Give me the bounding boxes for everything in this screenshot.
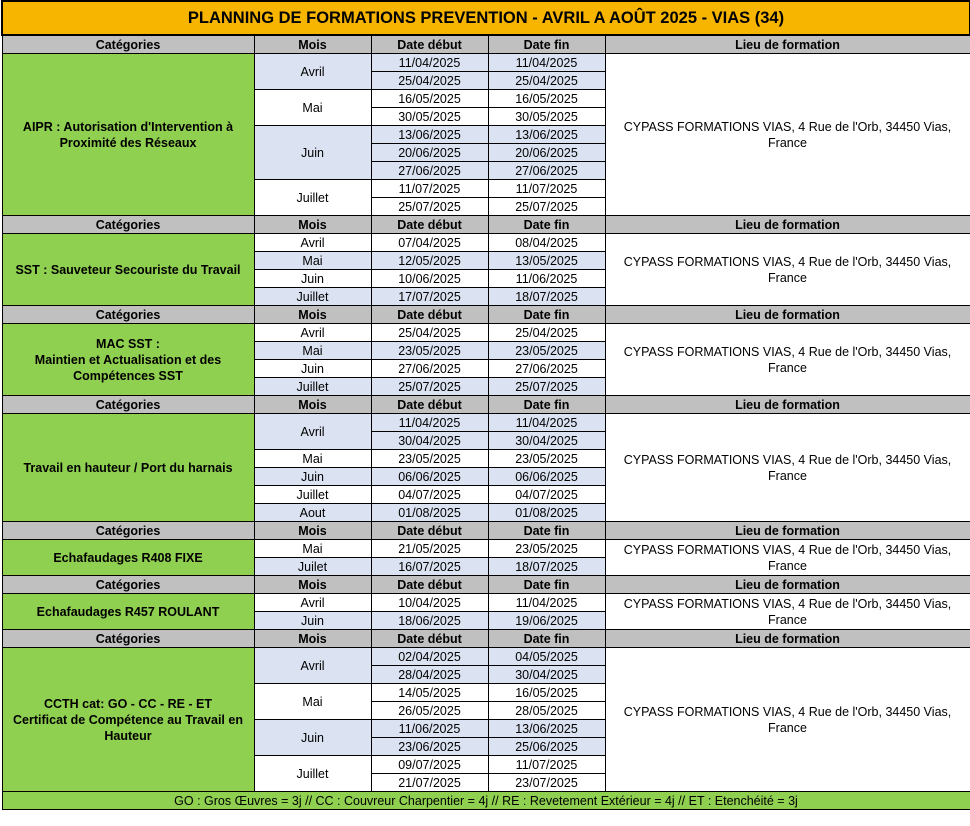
table-row — [2, 540, 970, 558]
date-fin-cell: 11/04/2025 — [488, 414, 605, 432]
header-row — [2, 306, 970, 324]
month-cell: Juillet — [254, 288, 371, 306]
category-line: CCTH cat: GO - CC - RE - ET — [43, 696, 213, 711]
date-debut-cell: 16/05/2025 — [371, 90, 488, 108]
table-row — [2, 324, 970, 342]
date-debut-cell: 10/04/2025 — [371, 594, 488, 612]
date-debut-cell: 18/06/2025 — [371, 612, 488, 630]
month-cell: Juin — [254, 612, 371, 630]
date-fin-cell: 25/04/2025 — [488, 72, 605, 90]
month-cell: Avril — [254, 414, 371, 450]
date-debut-cell: 07/04/2025 — [371, 234, 488, 252]
lieu-line: France — [768, 720, 807, 735]
month-cell: Mai — [254, 450, 371, 468]
category-line: AIPR : Autorisation d'Intervention à — [22, 119, 234, 134]
header-row — [2, 35, 970, 54]
date-debut-cell: 11/04/2025 — [371, 414, 488, 432]
table-row — [2, 234, 970, 252]
date-debut-cell: 11/07/2025 — [371, 180, 488, 198]
lieu-line: CYPASS FORMATIONS VIAS, 4 Rue de l'Orb, 34450 Vias, — [623, 254, 952, 269]
header-mois: Mois — [254, 630, 371, 648]
category-cell — [2, 54, 254, 216]
date-fin-cell: 25/07/2025 — [488, 198, 605, 216]
header-date-debut: Date début — [371, 522, 488, 540]
header-lieu: Lieu de formation — [605, 576, 970, 594]
date-fin-cell: 16/05/2025 — [488, 684, 605, 702]
header-row — [2, 396, 970, 414]
date-fin-cell: 27/06/2025 — [488, 360, 605, 378]
date-fin-cell: 20/06/2025 — [488, 144, 605, 162]
lieu-line: CYPASS FORMATIONS VIAS, 4 Rue de l'Orb, 34450 Vias, — [623, 596, 952, 611]
month-cell: Juin — [254, 126, 371, 180]
header-date-debut: Date début — [371, 576, 488, 594]
lieu-cell — [605, 594, 970, 630]
month-cell: Juillet — [254, 180, 371, 216]
lieu-line: CYPASS FORMATIONS VIAS, 4 Rue de l'Orb, 34450 Vias, — [623, 704, 952, 719]
date-fin-cell: 11/06/2025 — [488, 270, 605, 288]
date-fin-cell: 23/05/2025 — [488, 450, 605, 468]
date-fin-cell: 18/07/2025 — [488, 558, 605, 576]
page-title: PLANNING DE FORMATIONS PREVENTION - AVRIL A AOÛT 2025 - VIAS (34) — [2, 1, 970, 35]
date-debut-cell: 01/08/2025 — [371, 504, 488, 522]
date-debut-cell: 30/04/2025 — [371, 432, 488, 450]
date-fin-cell: 30/04/2025 — [488, 666, 605, 684]
date-debut-cell: 13/06/2025 — [371, 126, 488, 144]
planning-table — [1, 0, 970, 810]
category-line: Certificat de Compétence au Travail en — [13, 712, 243, 727]
date-debut-cell: 04/07/2025 — [371, 486, 488, 504]
date-debut-cell: 11/06/2025 — [371, 720, 488, 738]
date-debut-cell: 25/07/2025 — [371, 378, 488, 396]
date-fin-cell: 11/04/2025 — [488, 54, 605, 72]
header-date-debut: Date début — [371, 35, 488, 54]
category-cell — [2, 234, 254, 306]
date-debut-cell: 23/05/2025 — [371, 342, 488, 360]
date-debut-cell: 16/07/2025 — [371, 558, 488, 576]
category-line: Maintien et Actualisation et des — [34, 352, 222, 367]
date-debut-cell: 23/05/2025 — [371, 450, 488, 468]
date-debut-cell: 20/06/2025 — [371, 144, 488, 162]
lieu-cell — [605, 324, 970, 396]
lieu-line: CYPASS FORMATIONS VIAS, 4 Rue de l'Orb, 34450 Vias, — [623, 119, 952, 134]
category-line: SST : Sauveteur Secouriste du Travail — [15, 262, 241, 277]
month-cell: Avril — [254, 54, 371, 90]
month-cell: Mai — [254, 684, 371, 720]
table-row — [2, 648, 970, 666]
category-line: Echafaudages R408 FIXE — [53, 550, 203, 565]
date-fin-cell: 23/05/2025 — [488, 342, 605, 360]
date-debut-cell: 14/05/2025 — [371, 684, 488, 702]
header-mois: Mois — [254, 396, 371, 414]
date-fin-cell: 08/04/2025 — [488, 234, 605, 252]
category-cell — [2, 414, 254, 522]
date-fin-cell: 01/08/2025 — [488, 504, 605, 522]
month-cell: Mai — [254, 342, 371, 360]
lieu-cell — [605, 648, 970, 792]
header-categories: Catégories — [2, 522, 254, 540]
date-fin-cell: 25/04/2025 — [488, 324, 605, 342]
date-fin-cell: 25/07/2025 — [488, 378, 605, 396]
lieu-cell — [605, 414, 970, 522]
month-cell: Avril — [254, 234, 371, 252]
category-line: MAC SST : — [96, 336, 160, 351]
category-line: Echafaudages R457 ROULANT — [36, 604, 220, 619]
table-row — [2, 414, 970, 432]
table-row — [2, 594, 970, 612]
lieu-line: France — [768, 135, 807, 150]
category-cell — [2, 648, 254, 792]
header-mois: Mois — [254, 216, 371, 234]
date-fin-cell: 11/07/2025 — [488, 756, 605, 774]
month-cell: Mai — [254, 540, 371, 558]
lieu-line: France — [768, 360, 807, 375]
header-lieu: Lieu de formation — [605, 216, 970, 234]
date-fin-cell: 25/06/2025 — [488, 738, 605, 756]
month-cell: Juin — [254, 270, 371, 288]
month-cell: Juillet — [254, 756, 371, 792]
header-row — [2, 576, 970, 594]
header-date-debut: Date début — [371, 396, 488, 414]
header-categories: Catégories — [2, 216, 254, 234]
header-date-fin: Date fin — [488, 216, 605, 234]
lieu-line: France — [768, 612, 807, 627]
header-date-debut: Date début — [371, 216, 488, 234]
category-line: Compétences SST — [73, 368, 183, 383]
date-debut-cell: 27/06/2025 — [371, 162, 488, 180]
date-fin-cell: 11/07/2025 — [488, 180, 605, 198]
date-debut-cell: 25/07/2025 — [371, 198, 488, 216]
date-debut-cell: 11/04/2025 — [371, 54, 488, 72]
category-cell — [2, 594, 254, 630]
month-cell: Avril — [254, 594, 371, 612]
date-debut-cell: 17/07/2025 — [371, 288, 488, 306]
header-lieu: Lieu de formation — [605, 630, 970, 648]
date-fin-cell: 13/06/2025 — [488, 720, 605, 738]
lieu-cell — [605, 234, 970, 306]
lieu-cell — [605, 54, 970, 216]
date-fin-cell: 18/07/2025 — [488, 288, 605, 306]
date-debut-cell: 25/04/2025 — [371, 324, 488, 342]
header-mois: Mois — [254, 306, 371, 324]
header-date-fin: Date fin — [488, 396, 605, 414]
header-lieu: Lieu de formation — [605, 396, 970, 414]
date-fin-cell: 23/05/2025 — [488, 540, 605, 558]
header-date-debut: Date début — [371, 630, 488, 648]
header-categories: Catégories — [2, 576, 254, 594]
date-fin-cell: 11/04/2025 — [488, 594, 605, 612]
category-line: Proximité des Réseaux — [59, 135, 197, 150]
date-debut-cell: 06/06/2025 — [371, 468, 488, 486]
date-fin-cell: 30/05/2025 — [488, 108, 605, 126]
date-fin-cell: 30/04/2025 — [488, 432, 605, 450]
header-lieu: Lieu de formation — [605, 522, 970, 540]
header-date-debut: Date début — [371, 306, 488, 324]
header-date-fin: Date fin — [488, 522, 605, 540]
date-fin-cell: 27/06/2025 — [488, 162, 605, 180]
date-fin-cell: 04/05/2025 — [488, 648, 605, 666]
lieu-cell — [605, 540, 970, 576]
date-debut-cell: 21/05/2025 — [371, 540, 488, 558]
header-date-fin: Date fin — [488, 306, 605, 324]
lieu-line: CYPASS FORMATIONS VIAS, 4 Rue de l'Orb, 34450 Vias, — [623, 344, 952, 359]
header-categories: Catégories — [2, 630, 254, 648]
month-cell: Juillet — [254, 486, 371, 504]
date-debut-cell: 25/04/2025 — [371, 72, 488, 90]
category-cell — [2, 540, 254, 576]
date-fin-cell: 13/06/2025 — [488, 126, 605, 144]
header-row — [2, 522, 970, 540]
legend-footer: GO : Gros Œuvres = 3j // CC : Couvreur Charpentier = 4j // RE : Revetement Extérieur = 4j // ET : Etenchéité = 3j — [2, 792, 970, 810]
month-cell: Juillet — [254, 378, 371, 396]
month-cell: Juin — [254, 720, 371, 756]
date-fin-cell: 28/05/2025 — [488, 702, 605, 720]
header-categories: Catégories — [2, 396, 254, 414]
date-debut-cell: 28/04/2025 — [371, 666, 488, 684]
header-row — [2, 216, 970, 234]
date-debut-cell: 02/04/2025 — [371, 648, 488, 666]
month-cell: Aout — [254, 504, 371, 522]
date-debut-cell: 23/06/2025 — [371, 738, 488, 756]
header-mois: Mois — [254, 522, 371, 540]
month-cell: Mai — [254, 90, 371, 126]
header-categories: Catégories — [2, 306, 254, 324]
header-lieu: Lieu de formation — [605, 35, 970, 54]
header-mois: Mois — [254, 35, 371, 54]
date-debut-cell: 26/05/2025 — [371, 702, 488, 720]
header-mois: Mois — [254, 576, 371, 594]
month-cell: Juin — [254, 360, 371, 378]
header-row — [2, 630, 970, 648]
month-cell: Avril — [254, 648, 371, 684]
month-cell: Avril — [254, 324, 371, 342]
lieu-line: France — [768, 558, 807, 573]
date-fin-cell: 16/05/2025 — [488, 90, 605, 108]
header-date-fin: Date fin — [488, 630, 605, 648]
lieu-line: France — [768, 468, 807, 483]
header-date-fin: Date fin — [488, 576, 605, 594]
header-date-fin: Date fin — [488, 35, 605, 54]
date-debut-cell: 09/07/2025 — [371, 756, 488, 774]
category-line: Travail en hauteur / Port du harnais — [23, 460, 233, 475]
date-fin-cell: 23/07/2025 — [488, 774, 605, 792]
date-debut-cell: 10/06/2025 — [371, 270, 488, 288]
category-cell — [2, 324, 254, 396]
month-cell: Juin — [254, 468, 371, 486]
date-debut-cell: 27/06/2025 — [371, 360, 488, 378]
date-fin-cell: 19/06/2025 — [488, 612, 605, 630]
date-debut-cell: 30/05/2025 — [371, 108, 488, 126]
category-line: Hauteur — [104, 728, 152, 743]
date-debut-cell: 12/05/2025 — [371, 252, 488, 270]
month-cell: Mai — [254, 252, 371, 270]
table-row — [2, 54, 970, 72]
footer-row — [2, 792, 970, 810]
lieu-line: CYPASS FORMATIONS VIAS, 4 Rue de l'Orb, 34450 Vias, — [623, 542, 952, 557]
header-categories: Catégories — [2, 35, 254, 54]
date-fin-cell: 06/06/2025 — [488, 468, 605, 486]
date-debut-cell: 21/07/2025 — [371, 774, 488, 792]
date-fin-cell: 13/05/2025 — [488, 252, 605, 270]
lieu-line: France — [768, 270, 807, 285]
header-lieu: Lieu de formation — [605, 306, 970, 324]
date-fin-cell: 04/07/2025 — [488, 486, 605, 504]
month-cell: Juilet — [254, 558, 371, 576]
lieu-line: CYPASS FORMATIONS VIAS, 4 Rue de l'Orb, 34450 Vias, — [623, 452, 952, 467]
